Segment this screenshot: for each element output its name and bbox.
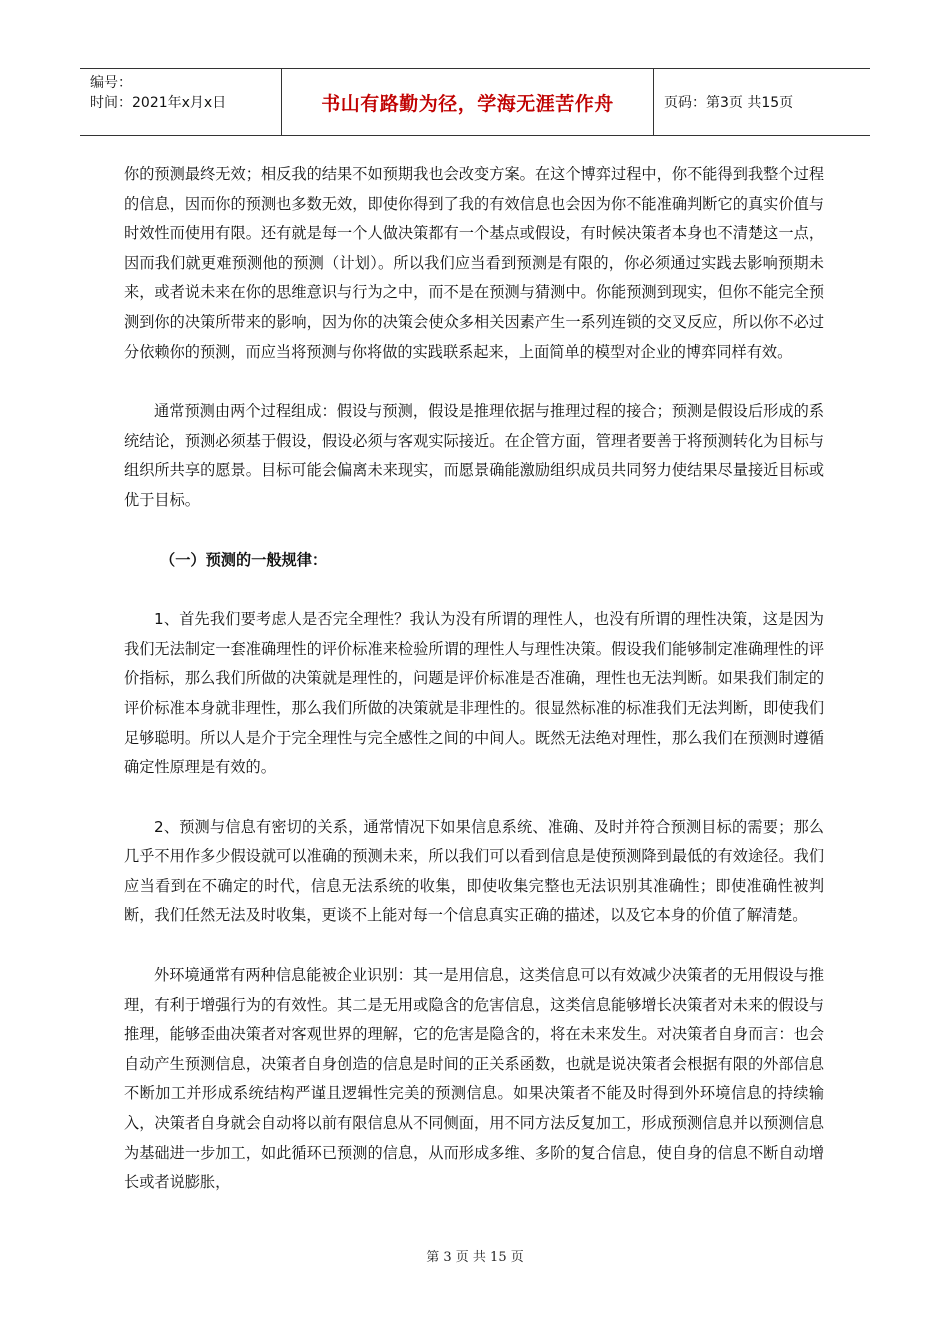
time-label: 时间：2021年x月x日	[90, 95, 227, 111]
number-label: 编号：	[90, 75, 132, 91]
header-meta	[80, 69, 282, 135]
paragraph-2: 通常预测由两个过程组成：假设与预测，假设是推理依据与推理过程的接合；预测是假设后形成的系统结论，预测必须基于假设，假设必须与客观实际接近。在企管方面，管理者要善于将预测转化为目标与组织所共享的愿景。目标可能会偏离未来现实，而愿景确能激励组织成员共同努力使结果尽量接近目标或优于目标。	[124, 402, 824, 509]
paragraph-5: 外环境通常有两种信息能被企业识别：其一是用信息，这类信息可以有效减少决策者的无用假设与推理，有利于增强行为的有效性。其二是无用或隐含的危害信息，这类信息能够增长决策者对未来的假设与推理，能够歪曲决策者对客观世界的理解，它的危害是隐含的，将在未来发生。对决策者自身而言：也会自动产生预测信息，决策者自身创造的信息是时间的正关系函数，也就是说决策者会根据有限的外部信息不断加工并形成系统结构严谨且逻辑性完美的预测信息。如果决策者不能及时得到外环境信息的持续输入，决策者自身就会自动将以前有限信息从不同侧面，用不同方法反复加工，形成预测信息并以预测信息为基础进一步加工，如此循环已预测的信息，从而形成多维、多阶的复合信息，使自身的信息不断自动增长或者说膨胀，	[124, 966, 824, 1192]
page-footer: 第 3 页 共 15 页	[426, 1250, 524, 1265]
paragraph-3: 1、首先我们要考虑人是否完全理性？我认为没有所谓的理性人，也没有所谓的理性决策，这是因为我们无法制定一套准确理性的评价标准来检验所谓的理性人与理性决策。假设我们能够制定准确理性的评价指标，那么我们所做的决策就是理性的，问题是评价标准是否准确，理性也无法判断。如果我们制定的评价标准本身就非理性，那么我们所做的决策就是非理性的。很显然标准的标准我们无法判断，即使我们足够聪明。所以人是介于完全理性与完全感性之间的中间人。既然无法绝对理性，那么我们在预测时遵循确定性原理是有效的。	[124, 610, 824, 777]
paragraph-1: 你的预测最终无效；相反我的结果不如预期我也会改变方案。在这个博弈过程中，你不能得到我整个过程的信息，因而你的预测也多数无效，即使你得到了我的有效信息也会因为你不能准确判断它的真实价值与时效性而使用有限。还有就是每一个人做决策都有一个基点或假设，有时候决策者本身也不清楚这一点，因而我们就更难预测他的预测（计划）。所以我们应当看到预测是有限的，你必须通过实践去影响预期未来，或者说未来在你的思维意识与行为之中，而不是在预测与猜测中。你能预测到现实，但你不能完全预测到你的决策所带来的影响，因为你的决策会使众多相关因素产生一系列连锁的交叉反应，所以你不必过分依赖你的预测，而应当将预测与你将做的实践联系起来，上面简单的模型对企业的博弈同样有效。	[124, 165, 824, 361]
header-motto: 书山有路勤为径，学海无涯苦作舟	[282, 69, 654, 135]
paragraph-4: 2、预测与信息有密切的关系，通常情况下如果信息系统、准确、及时并符合预测目标的需要；那么几乎不用作多少假设就可以准确的预测未来，所以我们可以看到信息是使预测降到最低的有效途径。我们应当看到在不确定的时代，信息无法系统的收集，即使收集完整也无法识别其准确性；即使准确性被判断，我们任然无法及时收集，更谈不上能对每一个信息真实正确的描述，以及它本身的价值了解清楚。	[124, 817, 824, 925]
header-page-info: 页码：第3页 共15页	[664, 95, 794, 111]
page-header	[80, 68, 870, 136]
document-body	[124, 160, 824, 1198]
section-heading: （一）预测的一般规律：	[160, 550, 328, 569]
